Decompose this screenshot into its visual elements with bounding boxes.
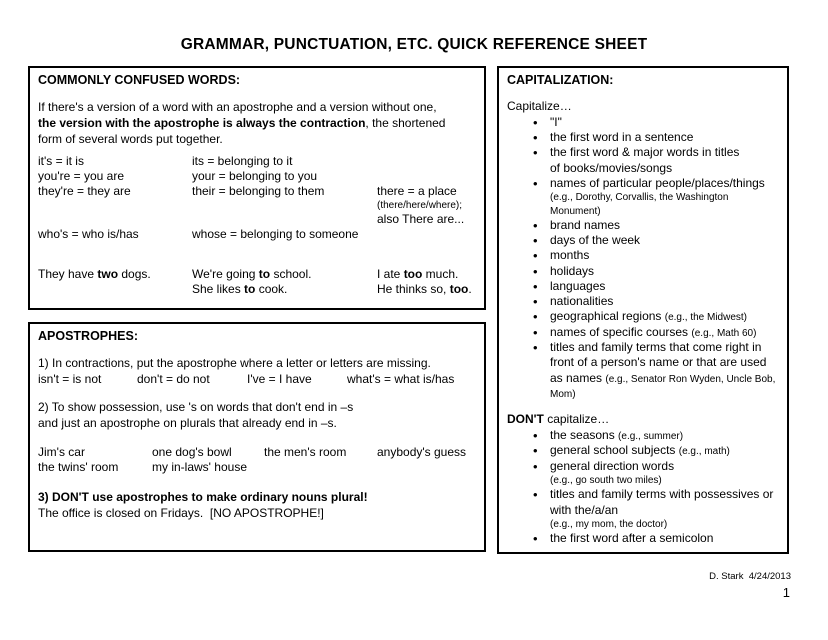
possessive-example: one dog's bowl — [152, 445, 232, 459]
pair-possessive: its = belonging to it — [192, 154, 293, 168]
pair-contraction: they're = they are — [38, 184, 131, 198]
list-item: • the first word & major words in titles of books/movies/songs — [531, 145, 779, 175]
capitalize-dont-list — [531, 428, 779, 547]
rule-2-examples-row-2 — [38, 460, 476, 475]
intro-line-2: the version with the apostrophe is always the contraction, the shortened — [38, 116, 446, 130]
confused-words-intro — [38, 99, 476, 147]
list-item: • titles and family terms that come right in front of a person's name or that are used as names (e.g., Senator Ron Wyden, Uncle Bob, Mom) — [531, 340, 779, 401]
capitalize-dont-title: DON'T capitalize… — [507, 411, 610, 426]
example-two: They have two dogs. — [38, 267, 151, 281]
list-item: • geographical regions (e.g., the Midwest) — [531, 309, 779, 325]
page-title: GRAMMAR, PUNCTUATION, ETC. QUICK REFERENCE SHEET — [180, 36, 648, 53]
list-item: • nationalities — [531, 294, 779, 309]
possessive-example: my in-laws' house — [152, 460, 247, 474]
list-item: • days of the week — [531, 233, 779, 248]
section-apostrophes — [28, 322, 486, 552]
apostrophes-header: APOSTROPHES: — [38, 329, 139, 343]
apostrophes-rule-2: 2) To show possession, use 's on words that don't end in –s and just an apostrophe on plurals that already end in –s. — [38, 400, 354, 430]
possessive-example: the men's room — [264, 445, 347, 459]
section-commonly-confused-words — [28, 66, 486, 310]
list-item: • titles and family terms with possessives or with the/a/an (e.g., my mom, the doctor) — [531, 487, 779, 531]
pair-possessive: your = belonging to you — [192, 169, 318, 183]
page-number: 1 — [782, 585, 790, 600]
pair-contraction: who's = who is/has — [38, 227, 139, 241]
confused-words-examples — [38, 267, 476, 297]
section-capitalization — [497, 66, 789, 554]
contraction-example: what's = what is/has — [347, 372, 455, 386]
capitalize-do-title: Capitalize… — [507, 99, 572, 113]
list-item: • months — [531, 248, 779, 263]
intro-line-1: If there's a version of a word with an apostrophe and a version without one, — [38, 100, 437, 114]
footer-credit: D. Stark 4/24/2013 — [709, 571, 791, 582]
contraction-example: don't = do not — [137, 372, 210, 386]
list-item: • names of particular people/places/things (e.g., Dorothy, Corvallis, the Washington Monument) — [531, 176, 779, 218]
confused-words-header: COMMONLY CONFUSED WORDS: — [38, 73, 241, 87]
apostrophes-rule-1: 1) In contractions, put the apostrophe where a letter or letters are missing. — [38, 356, 431, 370]
list-item: • general direction words (e.g., go south two miles) — [531, 459, 779, 488]
list-item: • general school subjects (e.g., math) — [531, 443, 779, 459]
capitalization-header: CAPITALIZATION: — [507, 73, 614, 87]
list-item: • names of specific courses (e.g., Math 60) — [531, 325, 779, 341]
contraction-example: I've = I have — [247, 372, 312, 386]
list-item: • languages — [531, 279, 779, 294]
pair-possessive: their = belonging to them — [192, 184, 325, 198]
possessive-example: Jim's car — [38, 445, 85, 459]
list-item: • brand names — [531, 218, 779, 233]
list-item: • holidays — [531, 264, 779, 279]
contraction-example: isn't = is not — [38, 372, 102, 386]
pair-contraction: you're = you are — [38, 169, 125, 183]
confused-words-table — [38, 154, 476, 242]
example-to: We're going to school. She likes to cook. — [192, 267, 312, 296]
list-item: • the first word in a sentence — [531, 130, 779, 145]
capitalize-do-list — [531, 115, 779, 402]
apostrophes-rule-3: 3) DON'T use apostrophes to make ordinary nouns plural! The office is closed on Fridays. [NO APOSTROPHE!] — [38, 490, 368, 520]
possessive-example: anybody's guess — [377, 445, 467, 459]
list-item: • the seasons (e.g., summer) — [531, 428, 779, 444]
pair-contraction: it's = it is — [38, 154, 84, 168]
pair-possessive: whose = belonging to someone — [192, 227, 359, 241]
rule-1-examples — [38, 371, 476, 387]
possessive-example: the twins' room — [38, 460, 119, 474]
there-note: there = a place (there/here/where); also There are... — [377, 184, 465, 226]
example-too: I ate too much. He thinks so, too. — [377, 267, 472, 296]
list-item: • the first word after a semicolon — [531, 531, 779, 546]
intro-line-3: form of several words put together. — [38, 132, 223, 146]
list-item: • "I" — [531, 115, 779, 130]
rule-2-examples-row-1 — [38, 445, 476, 460]
